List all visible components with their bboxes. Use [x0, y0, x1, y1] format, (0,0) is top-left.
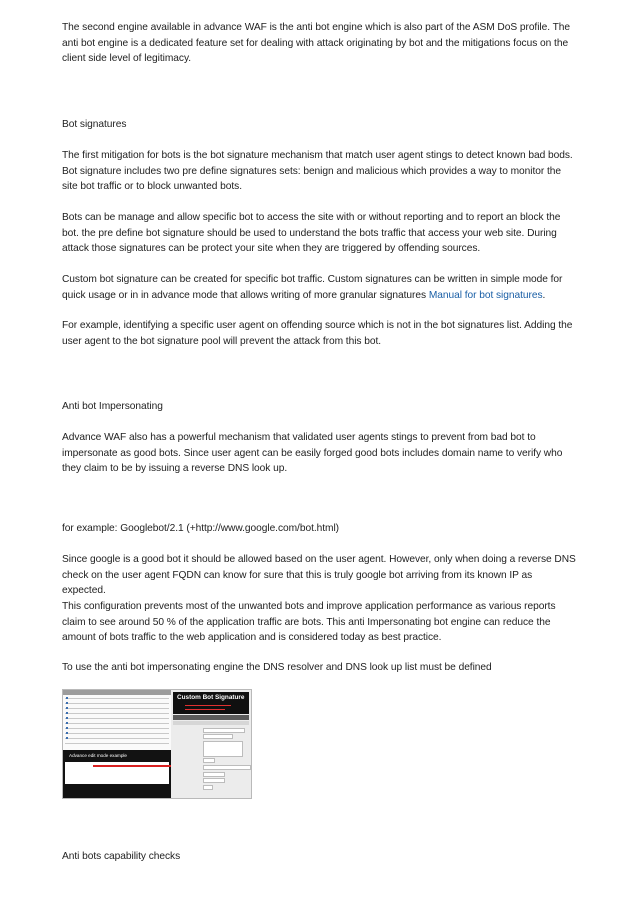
list-row — [65, 733, 169, 734]
paragraph-signatures-3 — [62, 272, 578, 303]
list-row — [65, 723, 169, 724]
form-field — [203, 778, 225, 783]
figure-title: Custom Bot Signature — [177, 694, 245, 701]
list-checkbox-icon — [66, 697, 68, 699]
form-textarea — [203, 741, 243, 757]
form-field — [203, 772, 225, 777]
list-row — [65, 728, 169, 729]
red-annotation-line — [185, 709, 225, 710]
list-checkbox-icon — [66, 702, 68, 704]
paragraph-signatures-3-text: Custom bot signature can be created for specific bot traffic. Custom signatures can be written in simple mode for quick usage or in in advance mode that allows writing of more granular signatures — [62, 274, 563, 301]
list-checkbox-icon — [66, 712, 68, 714]
panel-subheader — [173, 721, 249, 725]
form-button — [203, 758, 215, 763]
form-field — [203, 765, 251, 770]
heading-bot-signatures: Bot signatures — [62, 119, 127, 130]
list-row — [65, 738, 169, 739]
list-checkbox-icon — [66, 732, 68, 734]
paragraph-impersonating-2: Since google is a good bot it should be allowed based on the user agent. However, only when doing a reverse DNS check on the user agent FQDN can know for sure that this is truly google bot arriving from its known IP as expected. — [62, 554, 576, 597]
paragraph-example: for example: Googlebot/2.1 (+http://www.google.com/bot.html) — [62, 523, 340, 534]
intro-paragraph: The second engine available in advance WAF is the anti bot engine which is also part of the ASM DoS profile. The anti bot engine is a dedicated feature set for dealing with attack originating by bot and the mitigations focus on the client side level of legitimacy. — [62, 22, 571, 65]
list-row — [65, 703, 169, 704]
list-row — [65, 718, 169, 719]
paragraph-signatures-1: The first mitigation for bots is the bot signature mechanism that match user agent stings to detect known bad bods. Bot signature includes two pre define signatures sets: benign and malicious which provides a way to monitor the site bot traffic or to block unwanted bots. — [62, 150, 573, 193]
form-field — [203, 785, 213, 790]
form-field — [203, 728, 245, 733]
paragraph-signatures-3-end: . — [542, 289, 546, 301]
custom-bot-signature-screenshot — [62, 689, 252, 799]
paragraph-signatures-4: For example, identifying a specific user agent on offending source which is not in the bot signatures list. Adding the user agent to the bot signature pool will prevent the attack from this bot. — [62, 320, 573, 347]
red-annotation-line — [185, 705, 231, 706]
signature-list-header — [63, 690, 171, 695]
list-checkbox-icon — [66, 727, 68, 729]
list-row — [65, 713, 169, 714]
list-row — [65, 698, 169, 699]
paragraph-impersonating-3: This configuration prevents most of the unwanted bots and improve application performance as various reports claim to see around 50 % of the application traffic are bots. This anti Impersonating bot engine can reduce the amount of bots traffic to the web application and is considered today as best practice. — [62, 601, 556, 644]
list-checkbox-icon — [66, 717, 68, 719]
paragraph-impersonating-4: To use the anti bot impersonating engine the DNS resolver and DNS look up list must be defined — [62, 662, 492, 673]
heading-impersonating: Anti bot Impersonating — [62, 401, 163, 412]
figure-caption: Advance edit mode example — [69, 753, 127, 758]
paragraph-impersonating-1: Advance WAF also has a powerful mechanism that validated user agents stings to prevent from bad bot to impersonate as good bots. Since user agent can be easily forged good bots includes domain name to verify who they claim to be by issuing a reverse DNS look up. — [62, 432, 563, 475]
list-row — [65, 708, 169, 709]
list-checkbox-icon — [66, 737, 68, 739]
heading-capability-checks: Anti bots capability checks — [62, 851, 181, 862]
list-row — [65, 743, 169, 744]
list-checkbox-icon — [66, 707, 68, 709]
signature-list — [63, 690, 171, 750]
list-checkbox-icon — [66, 722, 68, 724]
panel-toolbar — [173, 715, 249, 720]
red-arrow — [93, 765, 171, 767]
manual-bot-signatures-link[interactable]: Manual for bot signatures — [428, 289, 543, 301]
form-field — [203, 734, 233, 739]
paragraph-signatures-2: Bots can be manage and allow specific bot to access the site with or without reporting and to report an block the bot. the pre define bot signature should be used to understand the bots traffic that access your web site. During attack those signatures can be protect your site when they are triggered by offending sources. — [62, 212, 561, 255]
